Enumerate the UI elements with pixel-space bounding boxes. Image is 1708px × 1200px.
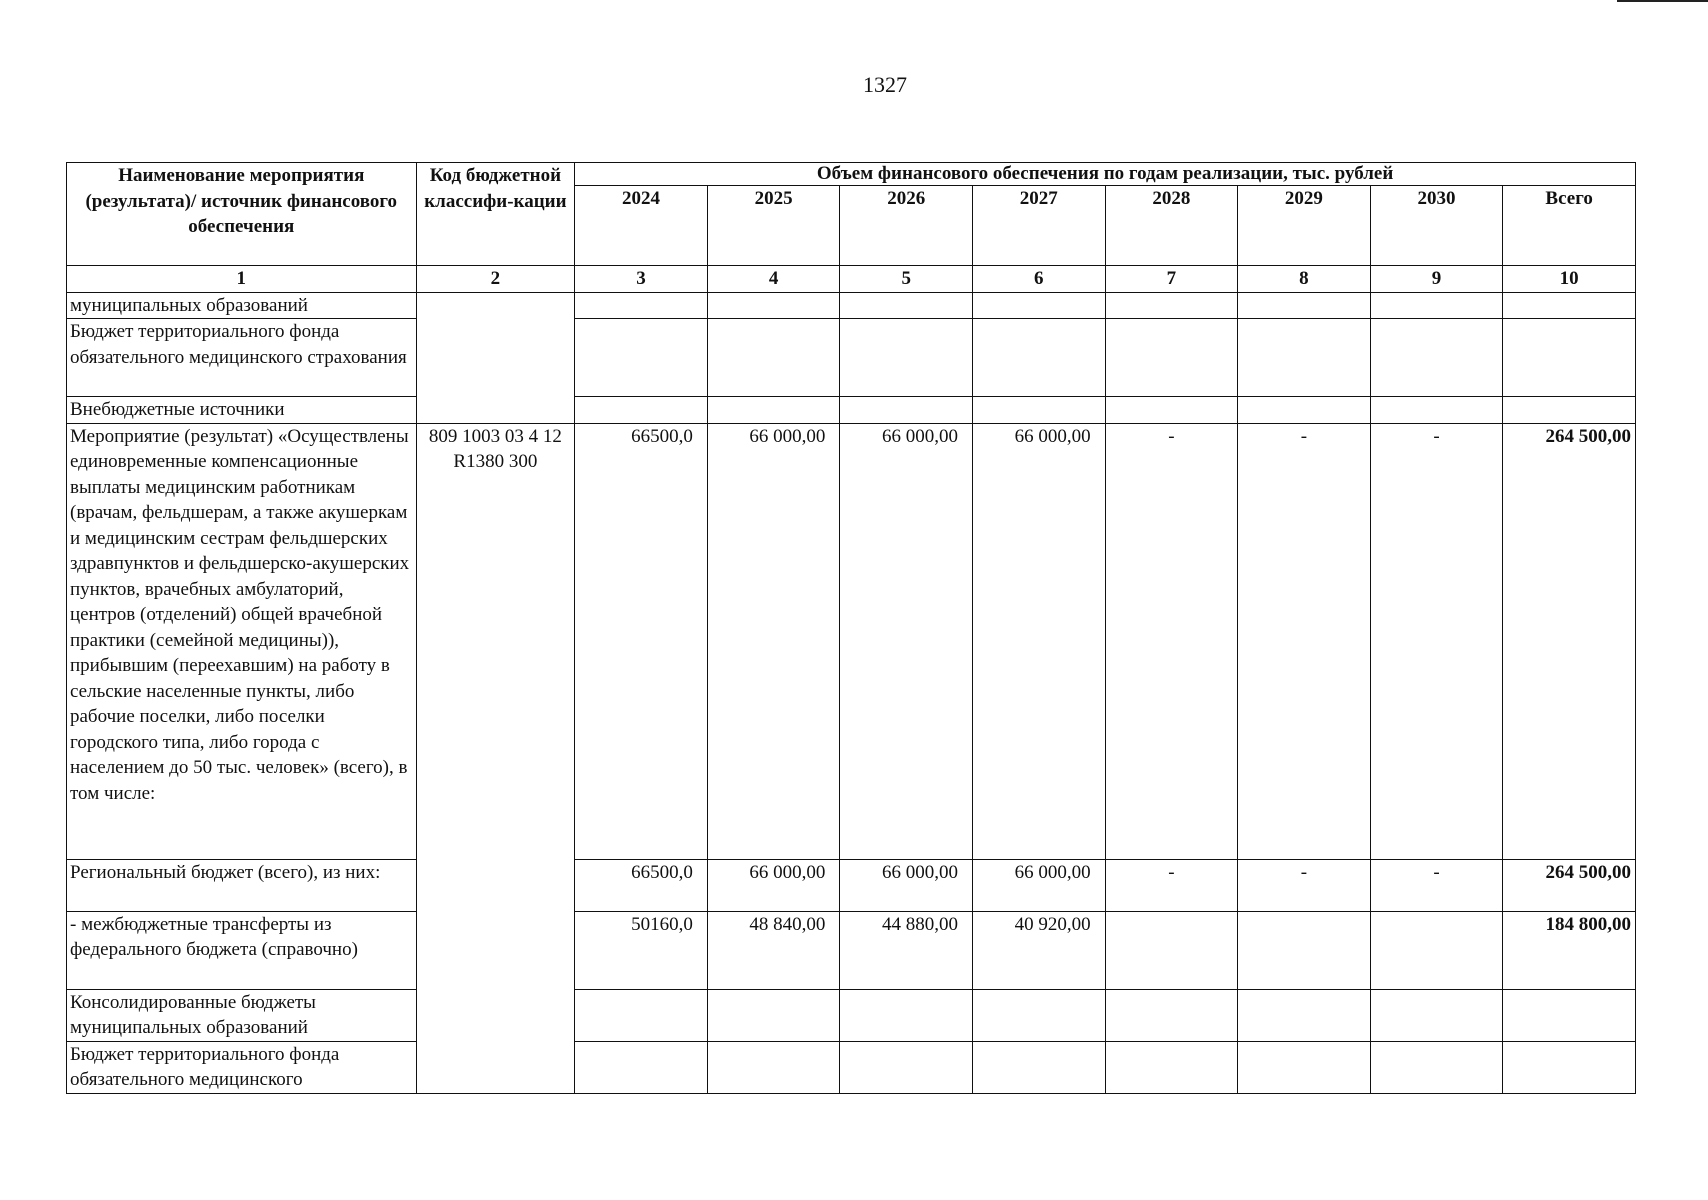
header-total: Всего	[1503, 186, 1636, 266]
cell	[1238, 397, 1371, 424]
cell	[1105, 989, 1238, 1041]
cell: 66 000,00	[707, 423, 840, 859]
cell	[972, 397, 1105, 424]
cell	[707, 292, 840, 319]
cell: -	[1238, 859, 1371, 911]
cell: 48 840,00	[707, 911, 840, 989]
header-year: 2025	[707, 186, 840, 266]
cell: 44 880,00	[840, 911, 973, 989]
cell	[707, 319, 840, 397]
cell	[707, 397, 840, 424]
cell	[1238, 989, 1371, 1041]
financing-table	[66, 162, 1636, 1094]
cell	[575, 1041, 708, 1093]
cell	[1370, 319, 1503, 397]
cell	[840, 292, 973, 319]
column-number: 6	[972, 266, 1105, 293]
cell	[1238, 319, 1371, 397]
cell	[1503, 319, 1636, 397]
cell: -	[1105, 423, 1238, 859]
row-name: Бюджет территориального фонда обязательного медицинского страхования	[67, 319, 417, 397]
cell	[707, 989, 840, 1041]
cell: -	[1238, 423, 1371, 859]
column-number: 10	[1503, 266, 1636, 293]
table-row	[67, 859, 1636, 911]
header-name: Наименование мероприятия (результата)/ источник финансового обеспечения	[67, 163, 417, 266]
table-row-activity	[67, 423, 1636, 859]
cell: -	[1370, 859, 1503, 911]
column-number: 2	[416, 266, 575, 293]
column-number: 9	[1370, 266, 1503, 293]
cell: 66 000,00	[972, 859, 1105, 911]
table-row	[67, 1041, 1636, 1093]
cell	[840, 397, 973, 424]
cell	[575, 989, 708, 1041]
column-number: 3	[575, 266, 708, 293]
cell	[1503, 292, 1636, 319]
corner-mark	[1617, 0, 1708, 2]
page-number: 1327	[863, 72, 907, 97]
header-year: 2028	[1105, 186, 1238, 266]
cell	[1503, 1041, 1636, 1093]
cell: 50160,0	[575, 911, 708, 989]
header-year: 2026	[840, 186, 973, 266]
column-number: 8	[1238, 266, 1371, 293]
cell	[840, 319, 973, 397]
cell-total: 184 800,00	[1503, 911, 1636, 989]
cell	[1238, 1041, 1371, 1093]
cell	[1105, 911, 1238, 989]
table-row	[67, 397, 1636, 424]
row-name: Бюджет территориального фонда обязательного медицинского	[67, 1041, 417, 1093]
cell	[840, 989, 973, 1041]
cell	[972, 1041, 1105, 1093]
row-name: - межбюджетные трансферты из федерального бюджета (справочно)	[67, 911, 417, 989]
cell	[972, 292, 1105, 319]
column-number: 7	[1105, 266, 1238, 293]
cell: 66500,0	[575, 423, 708, 859]
cell	[575, 319, 708, 397]
cell	[575, 292, 708, 319]
cell	[707, 1041, 840, 1093]
cell	[972, 989, 1105, 1041]
cell: -	[1370, 423, 1503, 859]
table-row	[67, 319, 1636, 397]
row-name: Консолидированные бюджеты муниципальных образований	[67, 989, 417, 1041]
header-code: Код бюджетной классифи-кации	[416, 163, 575, 266]
header-year: 2030	[1370, 186, 1503, 266]
cell: 40 920,00	[972, 911, 1105, 989]
table-row	[67, 911, 1636, 989]
cell: -	[1105, 859, 1238, 911]
column-number: 5	[840, 266, 973, 293]
column-number-row	[67, 266, 1636, 293]
cell	[1105, 319, 1238, 397]
cell: 66 000,00	[707, 859, 840, 911]
cell	[1370, 292, 1503, 319]
budget-code: 809 1003 03 4 12 R1380 300	[416, 423, 575, 1093]
cell	[1238, 911, 1371, 989]
row-name: Внебюджетные источники	[67, 397, 417, 424]
header-year: 2024	[575, 186, 708, 266]
cell	[1105, 397, 1238, 424]
header-year: 2027	[972, 186, 1105, 266]
cell	[1105, 1041, 1238, 1093]
table-row	[67, 989, 1636, 1041]
cell: 66 000,00	[972, 423, 1105, 859]
header-volume: Объем финансового обеспечения по годам реализации, тыс. рублей	[575, 163, 1636, 186]
row-code-empty	[416, 292, 575, 423]
cell	[1370, 989, 1503, 1041]
row-name: Региональный бюджет (всего), из них:	[67, 859, 417, 911]
cell-total: 264 500,00	[1503, 859, 1636, 911]
cell	[1238, 292, 1371, 319]
row-name: муниципальных образований	[67, 292, 417, 319]
cell: 66500,0	[575, 859, 708, 911]
row-name: Мероприятие (результат) «Осуществлены единовременные компенсационные выплаты медицинским работникам (врачам, фельдшерам, а также акушеркам и медицинским сестрам фельдшерских здравпунктов и фельдшерско-акушерских пунктов, врачебных амбулаторий, центров (отделений) общей врачебной практики (семейной медицины)), прибывшим (переехавшим) на работу в сельские населенные пункты, либо рабочие поселки, либо поселки городского типа, либо города с населением до 50 тыс. человек» (всего), в том числе:	[67, 423, 417, 859]
cell	[1105, 292, 1238, 319]
cell	[840, 1041, 973, 1093]
cell	[1370, 911, 1503, 989]
cell	[1503, 397, 1636, 424]
cell-total: 264 500,00	[1503, 423, 1636, 859]
table-row	[67, 292, 1636, 319]
cell	[972, 319, 1105, 397]
column-number: 1	[67, 266, 417, 293]
cell: 66 000,00	[840, 859, 973, 911]
header-row-1	[67, 163, 1636, 186]
cell	[1503, 989, 1636, 1041]
cell	[1370, 397, 1503, 424]
header-year: 2029	[1238, 186, 1371, 266]
cell	[1370, 1041, 1503, 1093]
cell: 66 000,00	[840, 423, 973, 859]
column-number: 4	[707, 266, 840, 293]
cell	[575, 397, 708, 424]
